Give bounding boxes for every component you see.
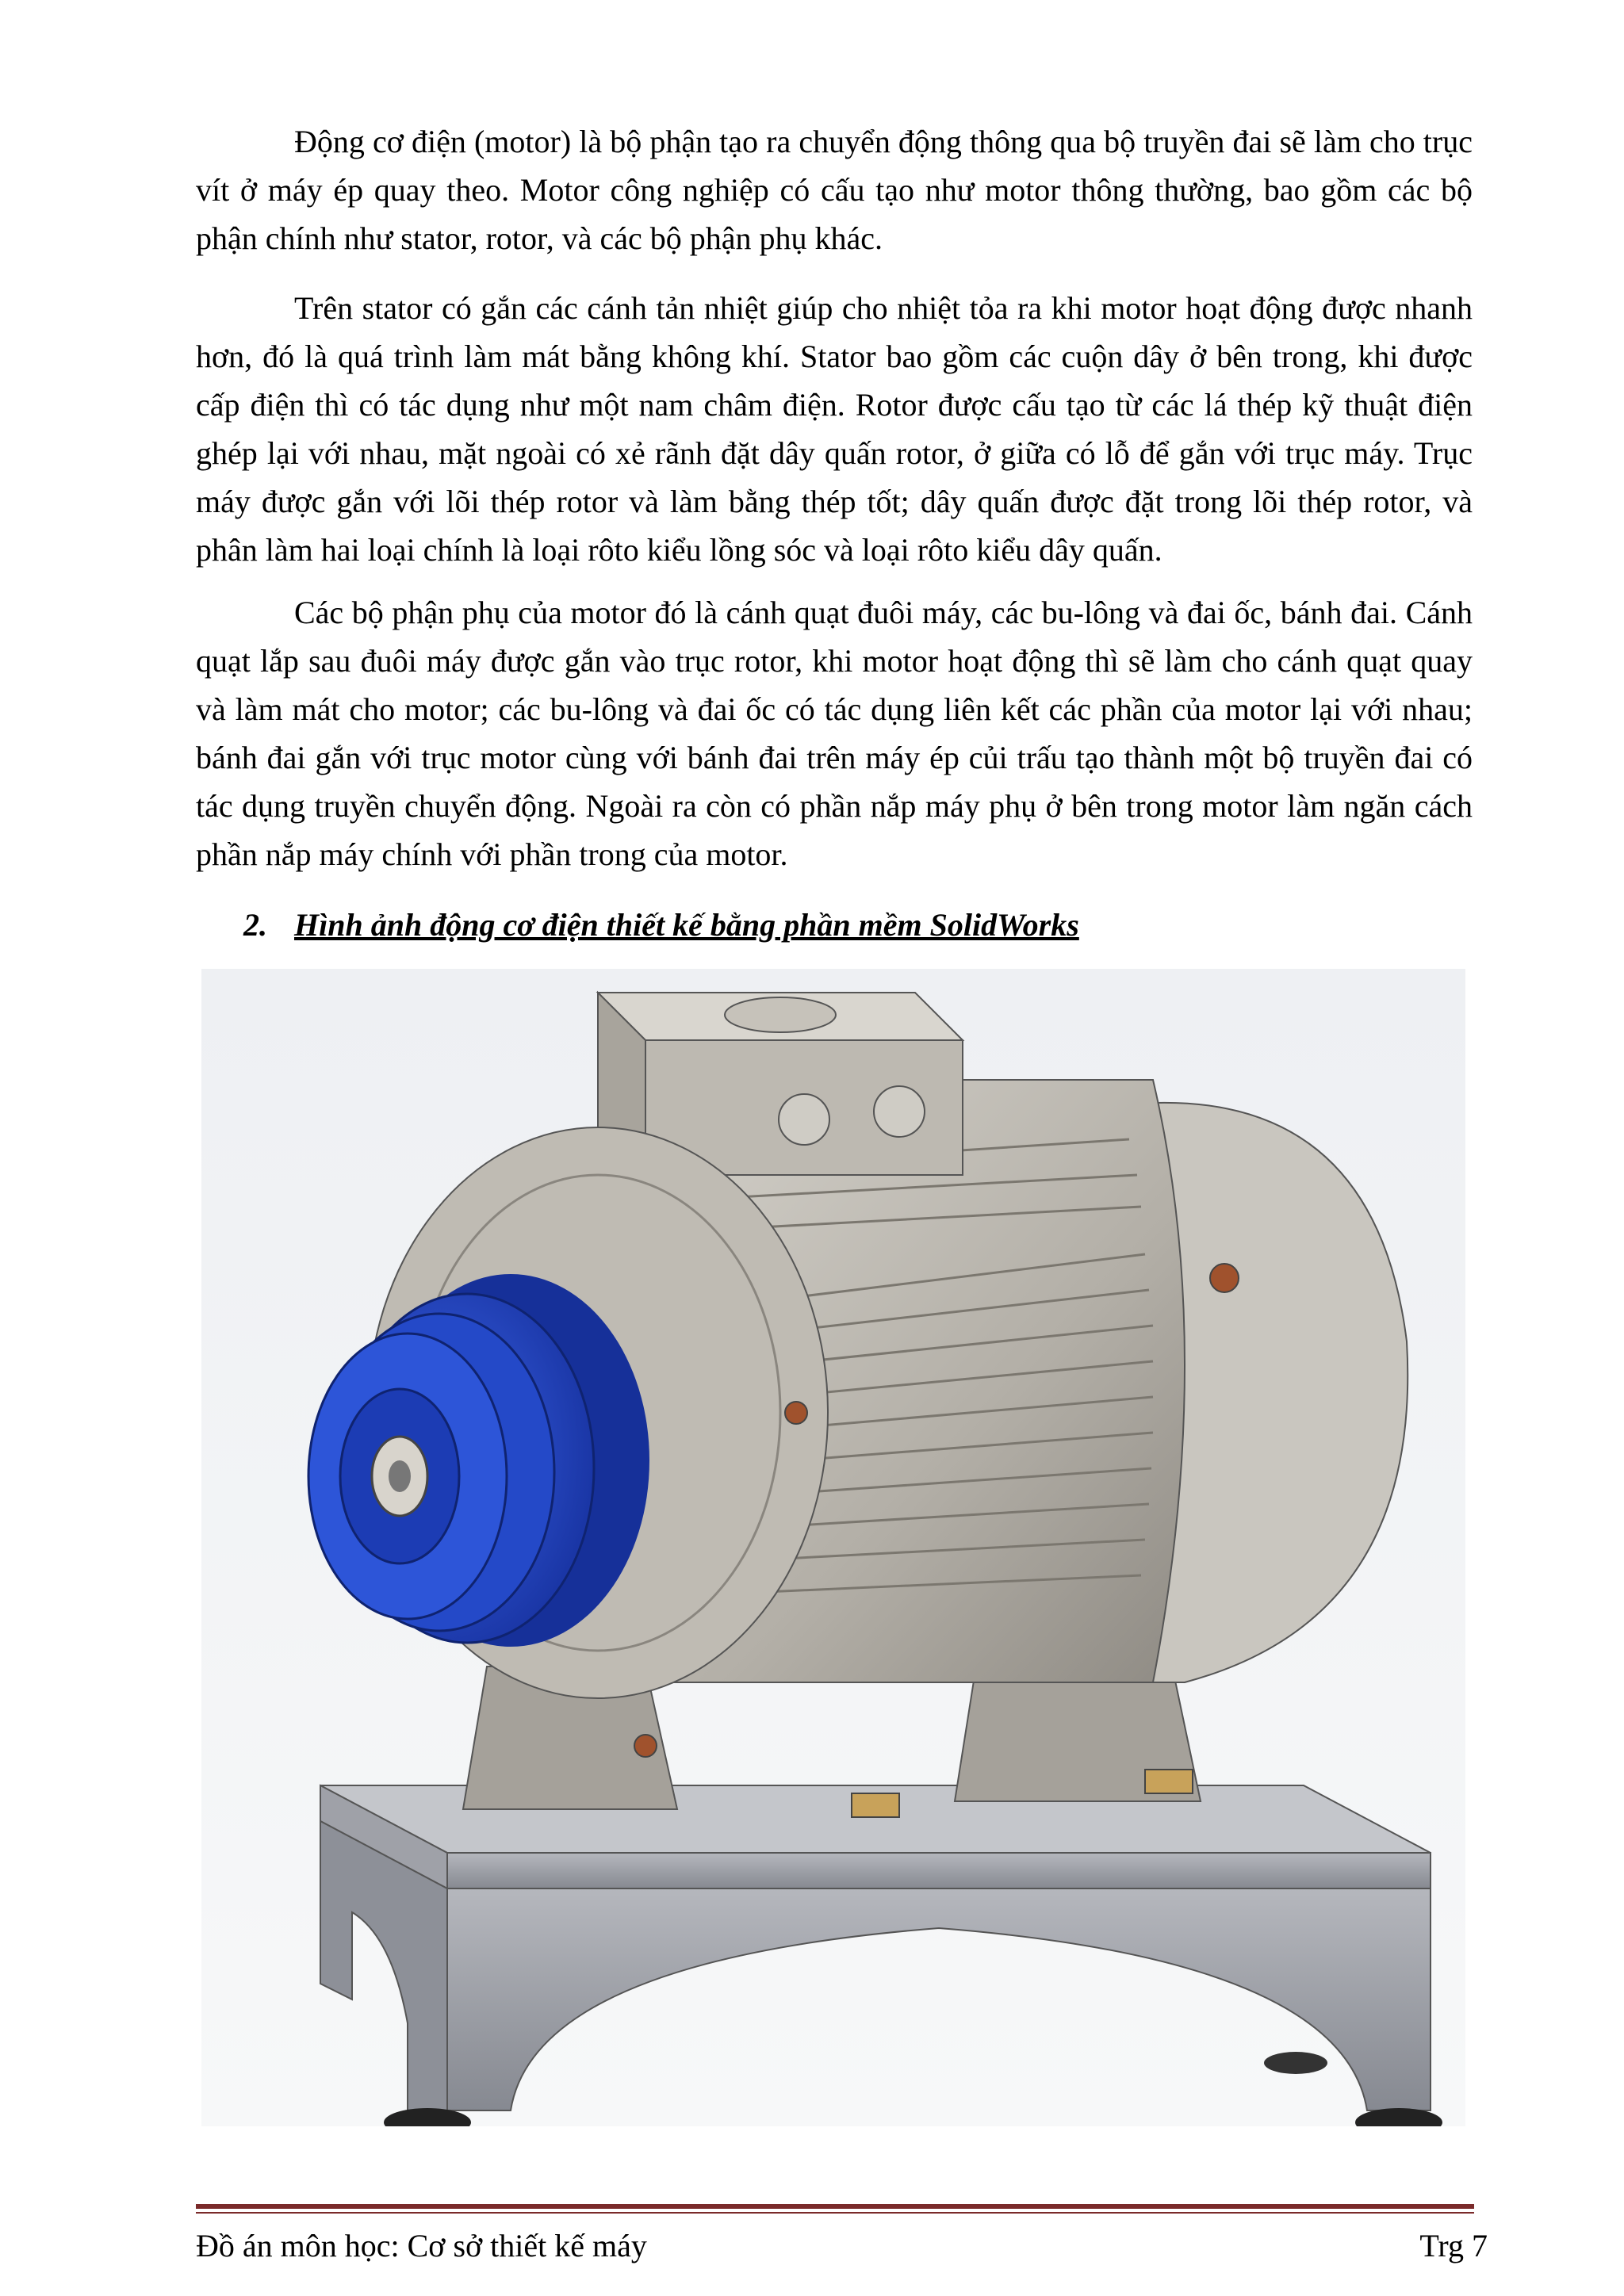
base-stand bbox=[320, 1785, 1442, 2126]
motor-figure bbox=[201, 969, 1465, 2126]
paragraph-1: Động cơ điện (motor) là bộ phận tạo ra chuyển động thông qua bộ truyền đai sẽ làm cho trục vít ở máy ép quay theo. Motor công nghiệp có cấu tạo như motor thông thường, bao gồm các bộ phận chính như stator, rotor, và các bộ phận phụ khác. bbox=[196, 124, 1473, 256]
footer-course-title: Đồ án môn học: Cơ sở thiết kế máy bbox=[196, 2228, 647, 2263]
pulley bbox=[308, 1274, 649, 1647]
footer-page-number: Trg 7 bbox=[1419, 2228, 1488, 2263]
section-number: 2. bbox=[243, 907, 267, 943]
paragraph-3: Các bộ phận phụ của motor đó là cánh quạt đuôi máy, các bu-lông và đai ốc, bánh đai. Cánh quạt lắp sau đuôi máy được gắn vào trục rotor, khi motor hoạt động thì sẽ làm cho cánh quạt quay và làm mát cho motor; các bu-lông và đai ốc có tác dụng liên kết các phần của motor lại với nhau; bánh đai gắn với trục motor cùng với bánh đai trên máy ép củi trấu tạo thành một bộ truyền đai có tác dụng truyền chuyển động. Ngoài ra còn có phần nắp máy phụ ở bên trong motor làm ngăn cách phần nắp máy chính với phần trong của motor. bbox=[196, 595, 1473, 872]
section-title: Hình ảnh động cơ điện thiết kế bằng phần mềm SolidWorks bbox=[294, 907, 1079, 943]
footer-rule-thin bbox=[196, 2212, 1474, 2214]
footer-rule bbox=[196, 2204, 1474, 2209]
section-heading bbox=[243, 905, 1079, 945]
paragraph-2: Trên stator có gắn các cánh tản nhiệt giúp cho nhiệt tỏa ra khi motor hoạt động được nhanh hơn, đó là quá trình làm mát bằng không khí. Stator bao gồm các cuộn dây ở bên trong, khi được cấp điện thì có tác dụng như một nam châm điện. Rotor được cấu tạo từ các lá thép kỹ thuật điện ghép lại với nhau, mặt ngoài có xẻ rãnh đặt dây quấn rotor, ở giữa có lỗ để gắn với trục máy. Trục máy được gắn với lõi thép rotor và làm bằng thép tốt; dây quấn được đặt trong lõi thép rotor, và phân làm hai loại chính là loại rôto kiểu lồng sóc và loại rôto kiểu dây quấn. bbox=[196, 290, 1473, 568]
